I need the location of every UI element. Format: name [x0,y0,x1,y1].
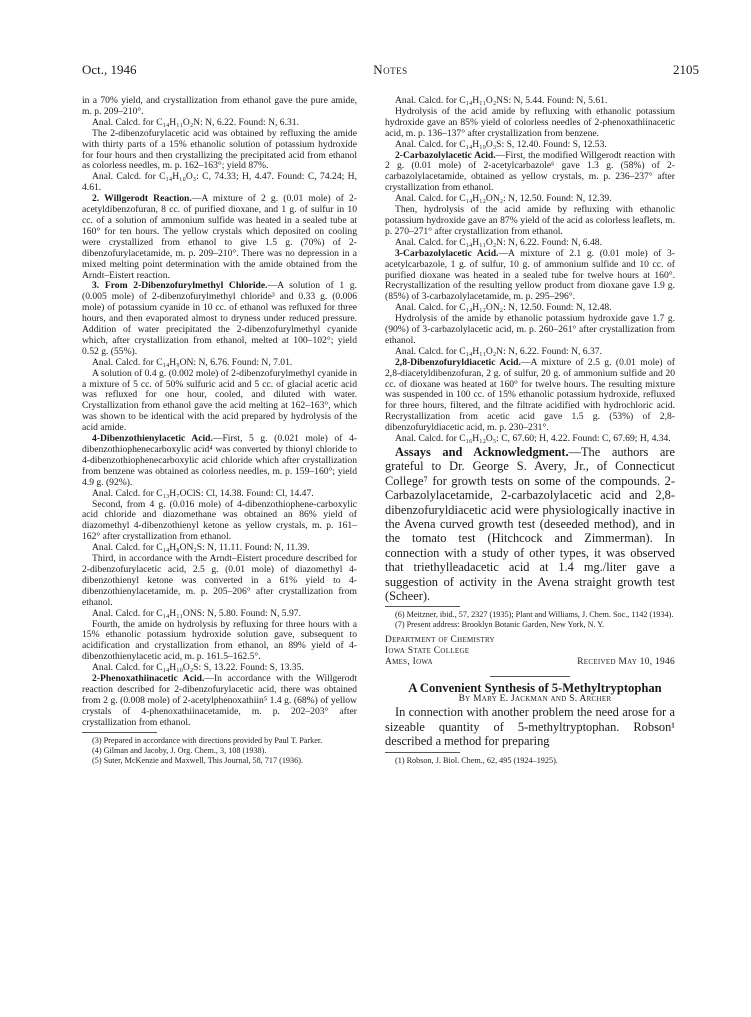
assays-text: —The authors are grateful to Dr. George S. Avery, Jr., of Connecticut College⁷ for growth tests on some of the compounds. 2-Carbazolylacetamide, 2-carbazolylacetic acid and 2,8-dibenzofuryldiacetic acid were physiologically inactive in the Avena curved growth test (deseeded method), and in the tomato test (Hitchcock and Zimmerman). In connection with a study of other types, it was observed that triethylleadacetic acid at 1.4 mg./liter gave a suggestion of activity in the Avena straight growth test (Scheer). [385,445,675,604]
right-text: —A mixture of 2.5 g. (0.01 mole) of 2,8-diacetyldibenzofuran, 2 g. of sulfur, 20 g. of ammonium sulfide and 20 cc. of dioxane was heated at 160° for twelve hours. The resulting mixture was suspended in 100 cc. of 15% ethanolic potassium hydroxide, refluxed for three hours, filtered, and the filtrate acidified with hydrochloric acid. Recrystallization from acetic acid gave 1.5 g. (53%) of 2,8-dibenzofuryldiacetic acid, m. p. 230–231°. [385,356,676,434]
left-text: Third, in accordance with the Arndt–Eistert procedure described for 2-dibenzofurylacetic acid, 2.5 g. (0.01 mole) of diazomethyl 4-dibenzothienyl ketone was converted in a 61% yield to 4-dibenzothienylacetamide, m. p. 205–206° after crystallization from ethanol. [82,553,357,608]
left-subheading: 4-Dibenzothienylacetic Acid. [92,433,213,445]
right-text: Anal. Calcd. for C₁₄H₁₂ON₂: N, 12.50. Found: N, 12.39. [395,193,612,205]
right-subheading: 2-Carbazolylacetic Acid. [395,149,496,161]
right-text: Hydrolysis of the acid amide by refluxing with ethanolic potassium hydroxide gave an 85% yield of colorless needles of 2-phenoxathiinacetic acid, m. p. 136–137° after crystallization from benzene. [385,105,675,139]
footnote-rule-article [385,752,460,753]
left-text: The 2-dibenzofurylacetic acid was obtained by refluxing the amide with thirty parts of a 15% ethanolic solution of potassium hydroxide for four hours and then crystallizing the precipitated acid from ethanol as colorless needles, m. p. 162–163°; yield 87%. [82,127,357,172]
left-column-body [82,96,357,729]
left-paragraph [82,281,357,357]
left-paragraph [82,674,357,729]
left-paragraph [82,500,357,544]
left-text: Second, from 4 g. (0.016 mole) of 4-dibenzothiophene-carboxylic acid chloride and diazomethane was obtained an 86% yield of diazomethyl 4-dibenzothienyl ketone as yellow crystals, m. p. 161–162° after crystallization from ethanol. [82,498,357,543]
running-header [82,62,699,82]
left-paragraph [82,434,357,489]
left-text: —A solution of 1 g. (0.005 mole) of 2-dibenzofurylmethyl chloride³ and 0.33 g. (0.006 mole) of potassium cyanide in 10 cc. of ethanol was refluxed for three hours, and then evaporated almost to dryness under reduced pressure. Addition of water precipitated the 2-dibenzofurylmethyl cyanide which, after crystallization from ethanol, melted at 100–102°; yield 0.52 g. (55%). [82,280,357,357]
left-text: Anal. Calcd. for C₁₄H₁₁ONS: N, 5.80. Found: N, 5.97. [92,607,301,619]
footnote-rule-right [385,606,460,607]
header-section: Notes [373,62,408,77]
header-date: Oct., 1946 [82,62,137,77]
left-text: A solution of 0.4 g. (0.002 mole) of 2-dibenzofurylmethyl cyanide in a mixture of 5 cc. of 50% sulfuric acid and 5 cc. of glacial acetic acid was refluxed for one hour, cooled, and diluted with water. Crystallization from ethanol gave the acid melting at 162–163°, which was shown to be identical with the acid prepared by hydrolysis of the acid amide. [82,367,357,434]
right-text: Anal. Calcd. for C₁₄H₁₂ON₂: N, 12.50. Found: N, 12.48. [395,302,612,314]
right-subheading: 2,8-Dibenzofuryldiacetic Acid. [395,356,521,368]
left-footnotes [82,736,357,766]
received-date: Received May 10, 1946 [577,657,675,668]
right-text: Then, hydrolysis of the acid amide by refluxing with ethanolic potassium hydroxide gave an 87% yield of the acid as colorless leaflets, m. p. 270–271° after crystallization from ethanol. [385,204,675,237]
department: Department of Chemistry [385,635,495,646]
article-footnote: (1) Robson, J. Biol. Chem., 62, 495 (1924–1925). [395,755,558,765]
left-text: —First, 5 g. (0.021 mole) of 4-dibenzothiophenecarboxylic acid⁴ was converted by thionyl chloride to 4-dibenzothiophenecarboxylic acid chloride which after crystallization from benzene was obtained as colorless needles, m. p. 159–160°; yield 4.9 g. (92%). [82,433,357,488]
city-received-row [385,657,675,668]
article-title: A Convenient Synthesis of 5-Methyltryptophan [408,681,662,696]
article-authors: By Mary E. Jackman and S. Archer [458,694,612,705]
right-paragraph [385,358,675,434]
right-paragraph [385,107,675,140]
left-text: in a 70% yield, and crystallization from ethanol gave the pure amide, m. p. 209–210°. [82,95,357,117]
left-paragraph [82,369,357,434]
right-text: Anal. Calcd. for C₁₄H₁₁O₂NS: N, 5.44. Found: N, 5.61. [395,95,608,106]
right-paragraph [385,205,675,238]
left-paragraph [82,172,357,194]
left-text: Anal. Calcd. for C₁₄H₁₁O₂N: N, 6.22. Found: N, 6.31. [92,116,299,128]
footnote: (7) Present address: Brooklyn Botanic Garden, New York, N. Y. [395,620,605,630]
page-number: 2105 [673,62,699,77]
footnote: (6) Meitzner, ibid., 57, 2327 (1935); Plant and Williams, J. Chem. Soc., 1142 (1934). [395,610,674,620]
footnote: (3) Prepared in accordance with directions provided by Paul T. Parker. [92,735,323,745]
right-text: Anal. Calcd. for C₁₄H₁₁O₂N: N, 6.22. Found: N, 6.48. [395,236,602,248]
left-subheading: 2-Phenoxathiinacetic Acid. [92,673,205,685]
right-text: —First, the modified Willgerodt reaction with 2 g. (0.01 mole) of 2-acetylcarbazole⁶ gave 1.3 g. (58%) of 2-carbazolylacetamide, obtained as yellow crystals, m. p. 236–237° after crystallization from ethanol. [385,149,675,194]
assays-paragraph [385,445,675,603]
left-paragraph [82,554,357,609]
left-text: —A mixture of 2 g. (0.01 mole) of 2-acetyldibenzofuran, 8 cc. of purified dioxane, and 1 g. of sulfur in 10 cc. of a solution of ammonium sulfide was heated in a sealed tube at 160° for ten hours. The yellow crystals which deposited on cooling were crystallized from ethanol to give 1.5 g. (70%) of 2-dibenzofurylacetamide, m. p. 209–210°. There was no depression in a mixed melting point determination with the amide obtained from the Arndt–Eistert reaction. [82,193,357,281]
left-text: Fourth, the amide on hydrolysis by refluxing for three hours with a 15% ethanolic potassium hydroxide solution gave, subsequent to acidification and crystallization from ethanol, an 89% yield of 4-dibenzothienylacetic acid, m. p. 161.5–162.5°. [82,618,357,663]
article-separator [490,676,570,677]
left-text: —In accordance with the Willgerodt reaction described for 2-dibenzofurylacetic acid, there was obtained from 2 g. (0.008 mole) of 2-acetylphenoxathiin⁵ 1.4 g. (68%) of yellow crystals of 4-phenoxathiinacetamide, m. p. 202–203° after crystallization from ethanol. [82,673,357,728]
city: Ames, Iowa [385,657,433,668]
right-text: —A mixture of 2.1 g. (0.01 mole) of 3-acetylcarbazole, 1 g. of sulfur, 10 g. of ammonium sulfide and 10 cc. of purified dioxane was heated in a sealed tube for twelve hours at 160°. Recrystallization of the resulting yellow product from dioxane gave 1.9 g. (85%) of 3-carbazolylacetamide, m. p. 295–296°. [385,247,675,303]
left-text: Anal. Calcd. for C₁₄H₁₀O₂S: S, 13.22. Found: S, 13.35. [92,662,304,674]
right-paragraph [385,314,675,347]
left-text: Anal. Calcd. for C₁₃H₇OClS: Cl, 14.38. Found: Cl, 14.47. [92,487,314,499]
right-footnotes [385,610,675,630]
left-text: Anal. Calcd. for C₁₄H₈ON₂S: N, 11.11. Found: N, 11.39. [92,542,310,554]
right-text: Anal. Calcd. for C₁₆H₁₂O₅: C, 67.60; H, 4.22. Found: C, 67.69; H, 4.34. [395,433,671,445]
footnote: (4) Gilman and Jacoby, J. Org. Chem., 3, 108 (1938). [92,745,267,755]
left-paragraph [82,129,357,173]
footnote-rule [82,732,157,733]
right-paragraph [385,151,675,195]
left-paragraph [82,194,357,281]
left-subheading: 3. From 2-Dibenzofurylmethyl Chloride. [92,280,268,292]
left-column [82,96,357,766]
footnote: (5) Suter, McKenzie and Maxwell, This Journal, 58, 717 (1936). [92,755,303,765]
article-intro: In connection with another problem the need arose for a sizeable quantity of 5-methyltryptophan. Robson¹ described a method for preparing [385,705,675,749]
right-paragraph [385,249,675,304]
left-subheading: 2. Willgerodt Reaction. [92,193,192,205]
left-text: Anal. Calcd. for C₁₄H₁₀O₃: C, 74.33; H, 4.47. Found: C, 74.24; H, 4.61. [82,171,357,194]
left-paragraph [82,96,357,118]
left-paragraph [82,620,357,664]
right-column [385,96,675,766]
right-text: Anal. Calcd. for C₁₄H₁₀O₃S: S, 12.40. Found: S, 12.53. [395,138,607,150]
assays-heading: Assays and Acknowledgment. [395,445,569,459]
college: Iowa State College [385,646,470,657]
right-text: Hydrolysis of the amide by ethanolic potassium hydroxide gave 1.7 g. (90%) of 3-carbazolylacetic acid, m. p. 260–261° after crystallization from ethanol. [385,313,675,346]
right-subheading: 3-Carbazolylacetic Acid. [395,247,499,259]
right-column-body [385,96,675,445]
left-text: Anal. Calcd. for C₁₄H₉ON: N, 6.76. Found: N, 7.01. [92,356,293,368]
right-text: Anal. Calcd. for C₁₄H₁₁O₂N: N, 6.22. Found: N, 6.37. [395,345,602,357]
right-paragraph [385,434,675,445]
